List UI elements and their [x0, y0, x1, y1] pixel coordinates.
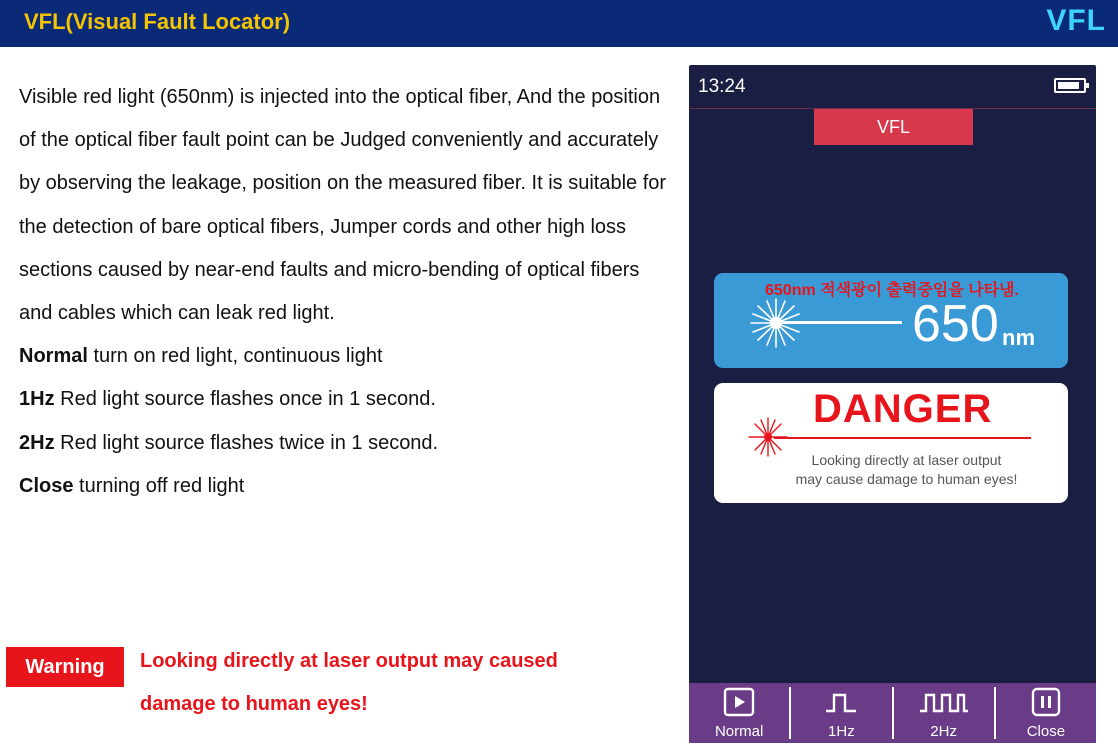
danger-message-line-2: may cause damage to human eyes! — [795, 471, 1018, 487]
mode-text: turn on red light, continuous light — [87, 345, 383, 368]
mode-name: 1Hz — [19, 388, 55, 411]
normal-button[interactable] — [689, 683, 789, 743]
mode-text: Red light source flashes once in 1 second. — [54, 388, 436, 411]
1hz-button[interactable] — [789, 687, 891, 739]
warning-tag: Warning — [6, 647, 124, 687]
warning-line-1: Looking directly at laser output may caused — [140, 650, 558, 672]
pause-icon — [1029, 687, 1063, 717]
normal-button-label: Normal — [714, 723, 764, 740]
close-button[interactable] — [994, 687, 1096, 739]
2hz-button[interactable] — [892, 687, 994, 739]
description — [19, 76, 669, 508]
single-pulse-icon — [823, 687, 859, 717]
bottom-toolbar — [689, 683, 1096, 743]
1hz-button-label: 1Hz — [828, 723, 855, 740]
warning-text — [140, 640, 610, 726]
status-time: 13:24 — [698, 76, 746, 97]
danger-message-line-1: Looking directly at laser output — [811, 452, 1002, 468]
danger-card — [714, 383, 1068, 503]
wavelength-unit: nm — [1002, 325, 1035, 350]
danger-message — [784, 451, 1029, 489]
mode-name: 2Hz — [19, 431, 55, 454]
mode-close — [19, 465, 669, 508]
section-badge: VFL — [1046, 4, 1106, 37]
mode-name: Close — [19, 474, 74, 497]
mode-text: turning off red light — [73, 474, 245, 497]
tab-vfl[interactable]: VFL — [814, 109, 973, 145]
play-icon — [722, 687, 756, 717]
2hz-button-label: 2Hz — [930, 723, 957, 740]
wavelength-note: 650nm 적색광이 출력중임을 나타냄. — [765, 282, 1019, 299]
warning-line-2: damage to human eyes! — [140, 693, 368, 715]
mode-normal — [19, 335, 669, 378]
laser-beam-line — [776, 321, 902, 324]
close-button-label: Close — [1026, 723, 1066, 740]
description-paragraph: Visible red light (650nm) is injected into the optical fiber, And the position of the optical fiber fault point can be Judged conveniently and accurately by observing the leakage, position on the measured fiber. It is suitable for the detection of bare optical fibers, Jumper cords and other high loss sections caused by near-end faults and micro-bending of optical fibers and cables which can leak red light. — [19, 86, 667, 325]
mode-name: Normal — [19, 345, 88, 368]
device-screen — [689, 65, 1096, 743]
wavelength-card — [714, 273, 1068, 368]
page-header — [0, 0, 1118, 47]
battery-icon — [1054, 78, 1086, 93]
wavelength-value: 650 — [912, 295, 999, 353]
danger-beam-line — [774, 437, 1031, 439]
mode-1hz — [19, 378, 669, 421]
mode-text: Red light source flashes twice in 1 second. — [54, 431, 439, 454]
double-pulse-icon — [918, 687, 970, 717]
page-title: VFL(Visual Fault Locator) — [24, 9, 291, 34]
mode-2hz — [19, 422, 669, 465]
danger-title: DANGER — [813, 387, 993, 431]
